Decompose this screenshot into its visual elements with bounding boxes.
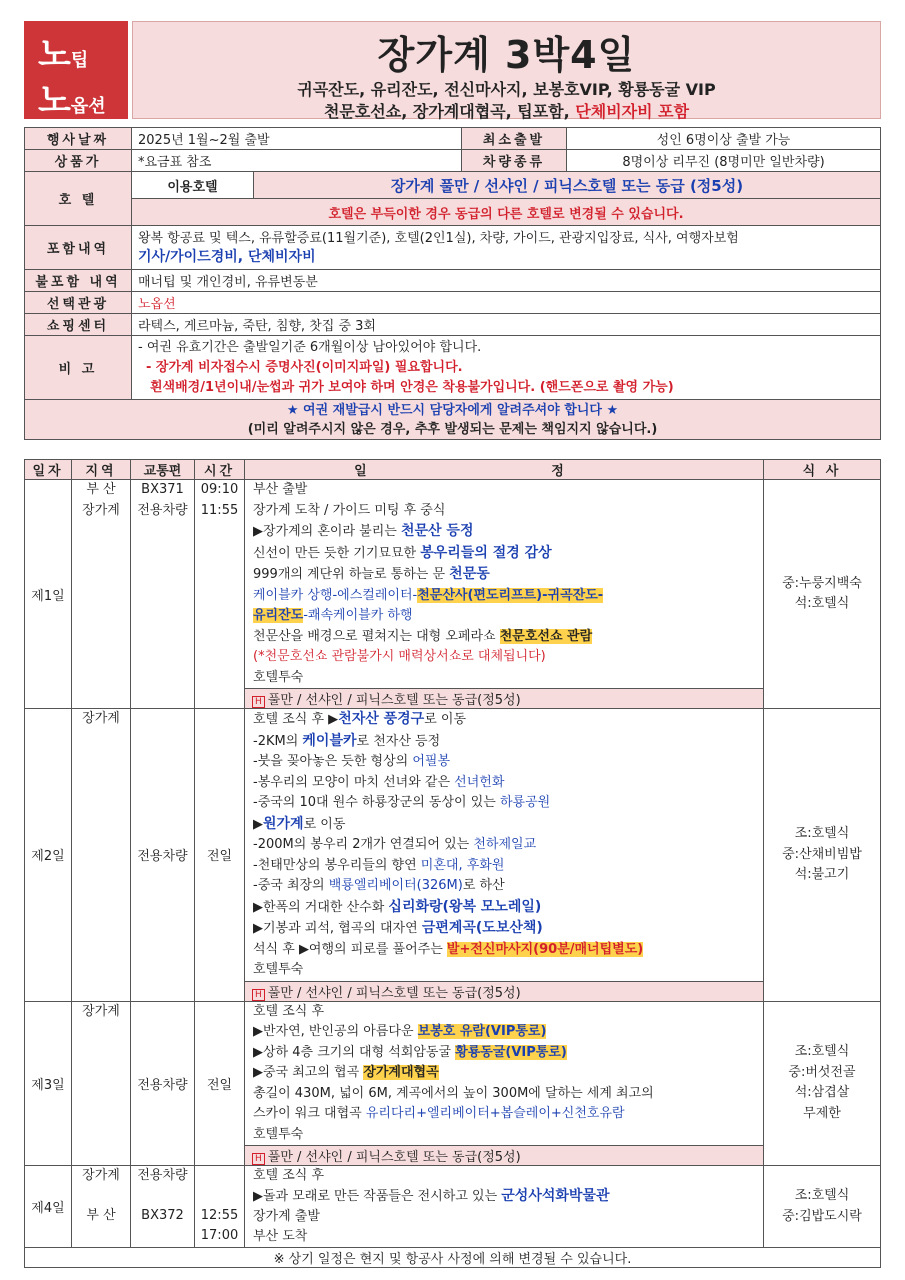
hotel-line: H 풀만 / 선샤인 / 피닉스호텔 또는 동급(정5성) <box>245 1146 764 1166</box>
hotel-note: 호텔은 부득이한 경우 동급의 다른 호텔로 변경될 수 있습니다. <box>132 199 881 226</box>
shopping-value: 라텍스, 게르마늄, 죽탄, 침향, 찻집 중 3회 <box>132 314 881 336</box>
day-row-2 <box>25 709 881 982</box>
incl-label: 포함내역 <box>25 226 132 270</box>
remarks-value: - 여권 유효기간은 출발일기준 6개월이상 남아있어야 합니다. - 장가계 비자접수시 증명사진(이미지파일) 필요합니다. 흰색배경/1년이내/눈썹과 귀가 보여야 하며 안경은 착용불가입니다. (핸드폰으로 촬영 가능) <box>132 336 881 400</box>
region: 장가계 부 산 <box>72 1166 131 1248</box>
incl-value: 왕복 항공료 및 텍스, 유류할증료(11월기준), 호텔(2인1실), 차량, 가이드, 관광지입장료, 식사, 여행자보험 기사/가이드경비, 단체비자비 <box>132 226 881 270</box>
transport: BX371 전용차량 <box>131 480 195 709</box>
region: 부 산 장가계 <box>72 480 131 709</box>
hotel-icon: H <box>252 989 265 1001</box>
transport: 전용차량 <box>131 709 195 1002</box>
hotel-icon: H <box>252 696 265 708</box>
col-transport: 교통편 <box>131 460 195 480</box>
col-meal: 식 사 <box>764 460 881 480</box>
min-label: 최소출발 <box>462 128 567 150</box>
day-row-1 <box>25 480 881 689</box>
logo-line-1: 노팁 <box>38 35 89 75</box>
schedule-table <box>24 459 881 1268</box>
logo-line-2: 노옵션 <box>38 81 106 121</box>
car-value: 8명이상 리무진 (8명미만 일반차량) <box>567 150 881 172</box>
col-day: 일자 <box>25 460 72 480</box>
col-itinerary: 일 정 <box>245 460 764 480</box>
time: 09:10 11:55 <box>195 480 245 709</box>
brand-logo <box>24 21 128 119</box>
date-value: 2025년 1월~2월 출발 <box>132 128 462 150</box>
hotel-line: H 풀만 / 선샤인 / 피닉스호텔 또는 동급(정5성) <box>245 981 764 1001</box>
option-label: 선택관광 <box>25 292 132 314</box>
col-time: 시간 <box>195 460 245 480</box>
subtitle-line-2: 천문호선쇼, 장가계대협곡, 팁포함, 단체비자비 포함 <box>323 102 690 121</box>
title-box <box>132 21 881 119</box>
subtitle-line-1: 귀곡잔도, 유리잔도, 전신마사지, 보봉호VIP, 황룡동굴 VIP <box>297 80 716 99</box>
meal: 조:호텔식 중:김밥도시락 <box>764 1166 881 1248</box>
day-row-4 <box>25 1166 881 1248</box>
region: 장가계 <box>72 709 131 1002</box>
transport: 전용차량 BX372 <box>131 1166 195 1248</box>
time: 전일 <box>195 1001 245 1166</box>
hotel-icon: H <box>252 1153 265 1165</box>
page-title: 장가계 3박4일 <box>377 33 636 77</box>
time: 전일 <box>195 709 245 1002</box>
itinerary: 부산 출발 장가계 도착 / 가이드 미팅 후 중식 ▶장가계의 혼이라 불리는 천문산 등정 신선이 만든 듯한 기기묘묘한 봉우리들의 절경 감상 999개의 계단위 하늘로 통하는 문 천문동 케이블카 상행-에스컬레이터-천문산사(편도리프트)-귀곡잔도- 유리잔도-쾌속케이블카 하행 천문산을 배경으로 펼쳐지는 대형 오페라쇼 천문호선쇼 관람 (*천문호선쇼 관람불가시 매력상서쇼로 대체됩니다) 호텔투숙 <box>245 480 764 689</box>
excl-label: 불포함 내역 <box>25 270 132 292</box>
shopping-label: 쇼핑센터 <box>25 314 132 336</box>
footer-note: ※ 상기 일정은 현지 및 항공사 사정에 의해 변경될 수 있습니다. <box>25 1248 881 1268</box>
option-value: 노옵션 <box>132 292 881 314</box>
hotel-value: 장가계 풀만 / 선샤인 / 피닉스호텔 또는 동급 (정5성) <box>254 172 881 199</box>
hotel-label: 호 텔 <box>25 172 132 226</box>
date-label: 행사날짜 <box>25 128 132 150</box>
day-row-3 <box>25 1001 881 1146</box>
itinerary: 호텔 조식 후 ▶천자산 풍경구로 이동 -2KM의 케이블카로 천자산 등정 -붓을 꽂아놓은 듯한 형상의 어필봉 -봉우리의 모양이 마치 선녀와 같은 선녀헌화 -중국의 10대 원수 하룡장군의 동상이 있는 하룡공원 ▶원가계로 이동 -200M의 봉우리 2개가 연결되어 있는 천하제일교 -천태만상의 봉우리들의 향연 미혼대, 후화원 -중국 최장의 백룡엘리베이터(326M)로 하산 ▶한폭의 거대한 산수화 십리화랑(왕복 모노레일) ▶기봉과 괴석, 협곡의 대자연 금편계곡(도보산책) 석식 후 ▶여행의 피로를 풀어주는 발+전신마사지(90분/매너팁별도) 호텔투숙 <box>245 709 764 982</box>
price-value: *요금표 참조 <box>132 150 462 172</box>
col-region: 지역 <box>72 460 131 480</box>
remarks-label: 비 고 <box>25 336 132 400</box>
region: 장가계 <box>72 1001 131 1166</box>
meal: 조:호텔식 중:산채비빔밥 석:불고기 <box>764 709 881 1002</box>
itinerary: 호텔 조식 후 ▶반자연, 반인공의 아름다운 보봉호 유람(VIP통로) ▶상하 4층 크기의 대형 석회암동굴 황룡동굴(VIP통로) ▶중국 최고의 협곡 장가계대협곡 총길이 430M, 넓이 6M, 계곡에서의 높이 300M에 달하는 세계 최고의 스카이 워크 대협곡 유리다리+엘리베이터+봅슬레이+신천호유람 호텔투숙 <box>245 1001 764 1146</box>
car-label: 차량종류 <box>462 150 567 172</box>
itinerary: 호텔 조식 후 ▶돌과 모래로 만든 작품들은 전시하고 있는 군성사석화박물관 장가계 출발 부산 도착 <box>245 1166 764 1248</box>
day-label: 제1일 <box>25 480 72 709</box>
info-table <box>24 127 881 440</box>
transport: 전용차량 <box>131 1001 195 1166</box>
meal: 중:누룽지백숙 석:호텔식 <box>764 480 881 709</box>
hotel-line: H 풀만 / 선샤인 / 피닉스호텔 또는 동급(정5성) <box>245 689 764 709</box>
excl-value: 매너팁 및 개인경비, 유류변동분 <box>132 270 881 292</box>
hotel-sub-label: 이용호텔 <box>132 172 254 199</box>
time: 12:55 17:00 <box>195 1166 245 1248</box>
min-value: 성인 6명이상 출발 가능 <box>567 128 881 150</box>
day-label: 제4일 <box>25 1166 72 1248</box>
meal: 조:호텔식 중:버섯전골 석:삼겹살 무제한 <box>764 1001 881 1166</box>
passport-warning: ★ 여권 재발급시 반드시 담당자에게 알려주셔야 합니다 ★ (미리 알려주시지 않은 경우, 추후 발생되는 문제는 책임지지 않습니다.) <box>25 400 881 440</box>
day-label: 제3일 <box>25 1001 72 1166</box>
day-label: 제2일 <box>25 709 72 1002</box>
price-label: 상품가 <box>25 150 132 172</box>
